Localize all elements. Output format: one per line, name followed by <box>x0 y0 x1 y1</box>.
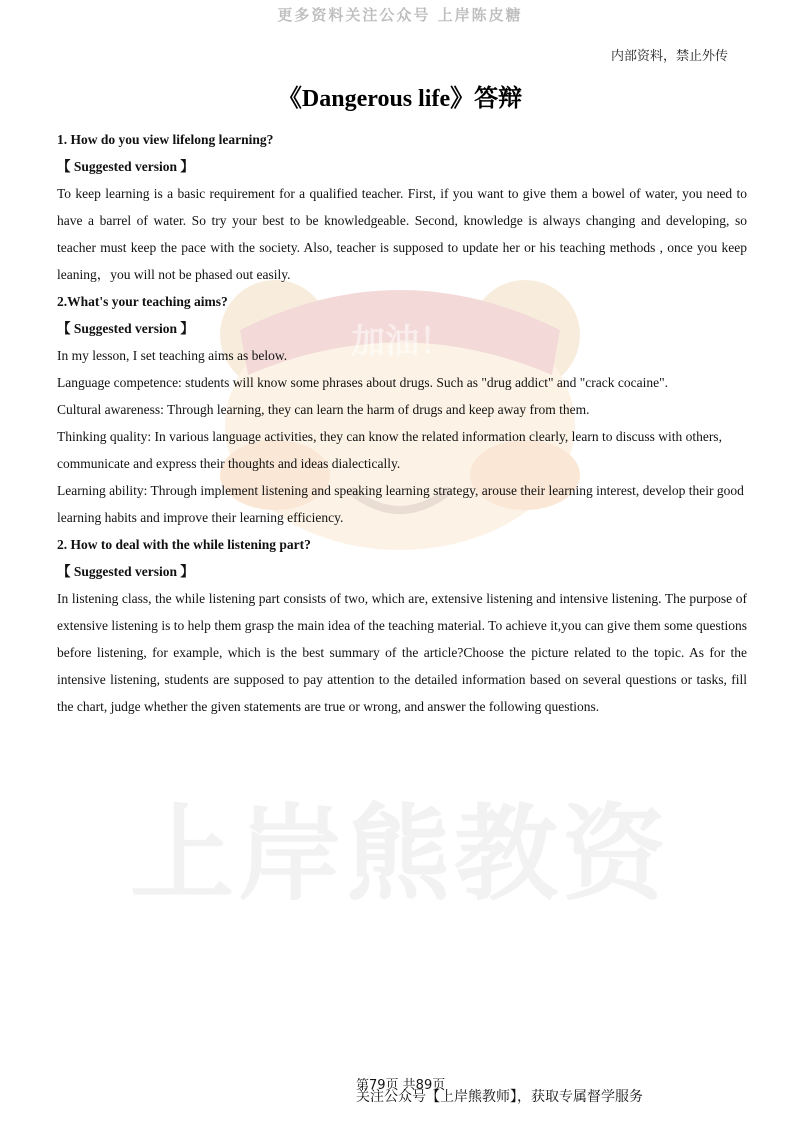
page-number: 第79页 共89页 <box>356 1078 446 1093</box>
suggested-version-label: 【 Suggested version 】 <box>57 564 194 579</box>
suggested-version-label: 【 Suggested version 】 <box>57 159 194 174</box>
suggested-version-label: 【 Suggested version 】 <box>57 321 194 336</box>
document-title: 《Dangerous life》答辩 <box>277 86 523 112</box>
mascot-label: 加油！ <box>351 322 453 362</box>
section-while-listening <box>57 531 747 720</box>
answer-paragraph: To keep learning is a basic requirement for a qualified teacher. First, if you want to give them a bowel of water, you need to have a barrel of water. So try your best to be knowledgeable. Second, knowledge is always changing and developing, so teacher must keep the pace with the society. Also, teacher is supposed to update her or his teaching methods , once you keep leaning，you will not be phased out easily. <box>57 186 747 282</box>
question-heading: 2. How to deal with the while listening part? <box>57 537 311 552</box>
footer-promo: 关注公众号【上岸熊教师】，获取专属督学服务 <box>356 1089 643 1105</box>
aim-cultural-awareness: Cultural awareness: Through learning, they can learn the harm of drugs and keep away from them. <box>57 402 590 417</box>
internal-notice: 内部资料，禁止外传 <box>610 49 728 64</box>
question-heading: 1. How do you view lifelong learning? <box>57 132 274 147</box>
top-banner: 更多资料关注公众号 上岸陈皮糖 <box>277 6 523 24</box>
question-heading: 2.What's your teaching aims? <box>57 294 228 309</box>
aim-language-competence: Language competence: students will know some phrases about drugs. Such as "drug addict" and "crack cocaine". <box>57 375 668 390</box>
brand-watermark: 上岸熊教资 <box>129 793 670 915</box>
section-teaching-aims <box>57 288 747 531</box>
aim-learning-ability: Learning ability: Through implement listening and speaking learning strategy, arouse their learning interest, develop their good learning habits and improve their learning efficiency. <box>57 483 744 525</box>
aims-intro: In my lesson, I set teaching aims as below. <box>57 348 288 363</box>
document-body <box>57 126 747 720</box>
answer-paragraph: In listening class, the while listening part consists of two, which are, extensive listening and intensive listening. The purpose of extensive listening is to help them grasp the main idea of the teaching material. To achieve it,you can give them some questions before listening, for example, which is the best summary of the article?Choose the picture related to the topic. As for the intensive listening, students are supposed to pay attention to the detailed information based on several questions or tasks, fill the chart, judge whether the given statements are true or wrong, and answer the following questions. <box>57 591 747 714</box>
section-lifelong-learning <box>57 126 747 288</box>
aim-thinking-quality: Thinking quality: In various language activities, they can know the related information clearly, learn to discuss with others, communicate and express their thoughts and ideas dialectically. <box>57 429 722 471</box>
